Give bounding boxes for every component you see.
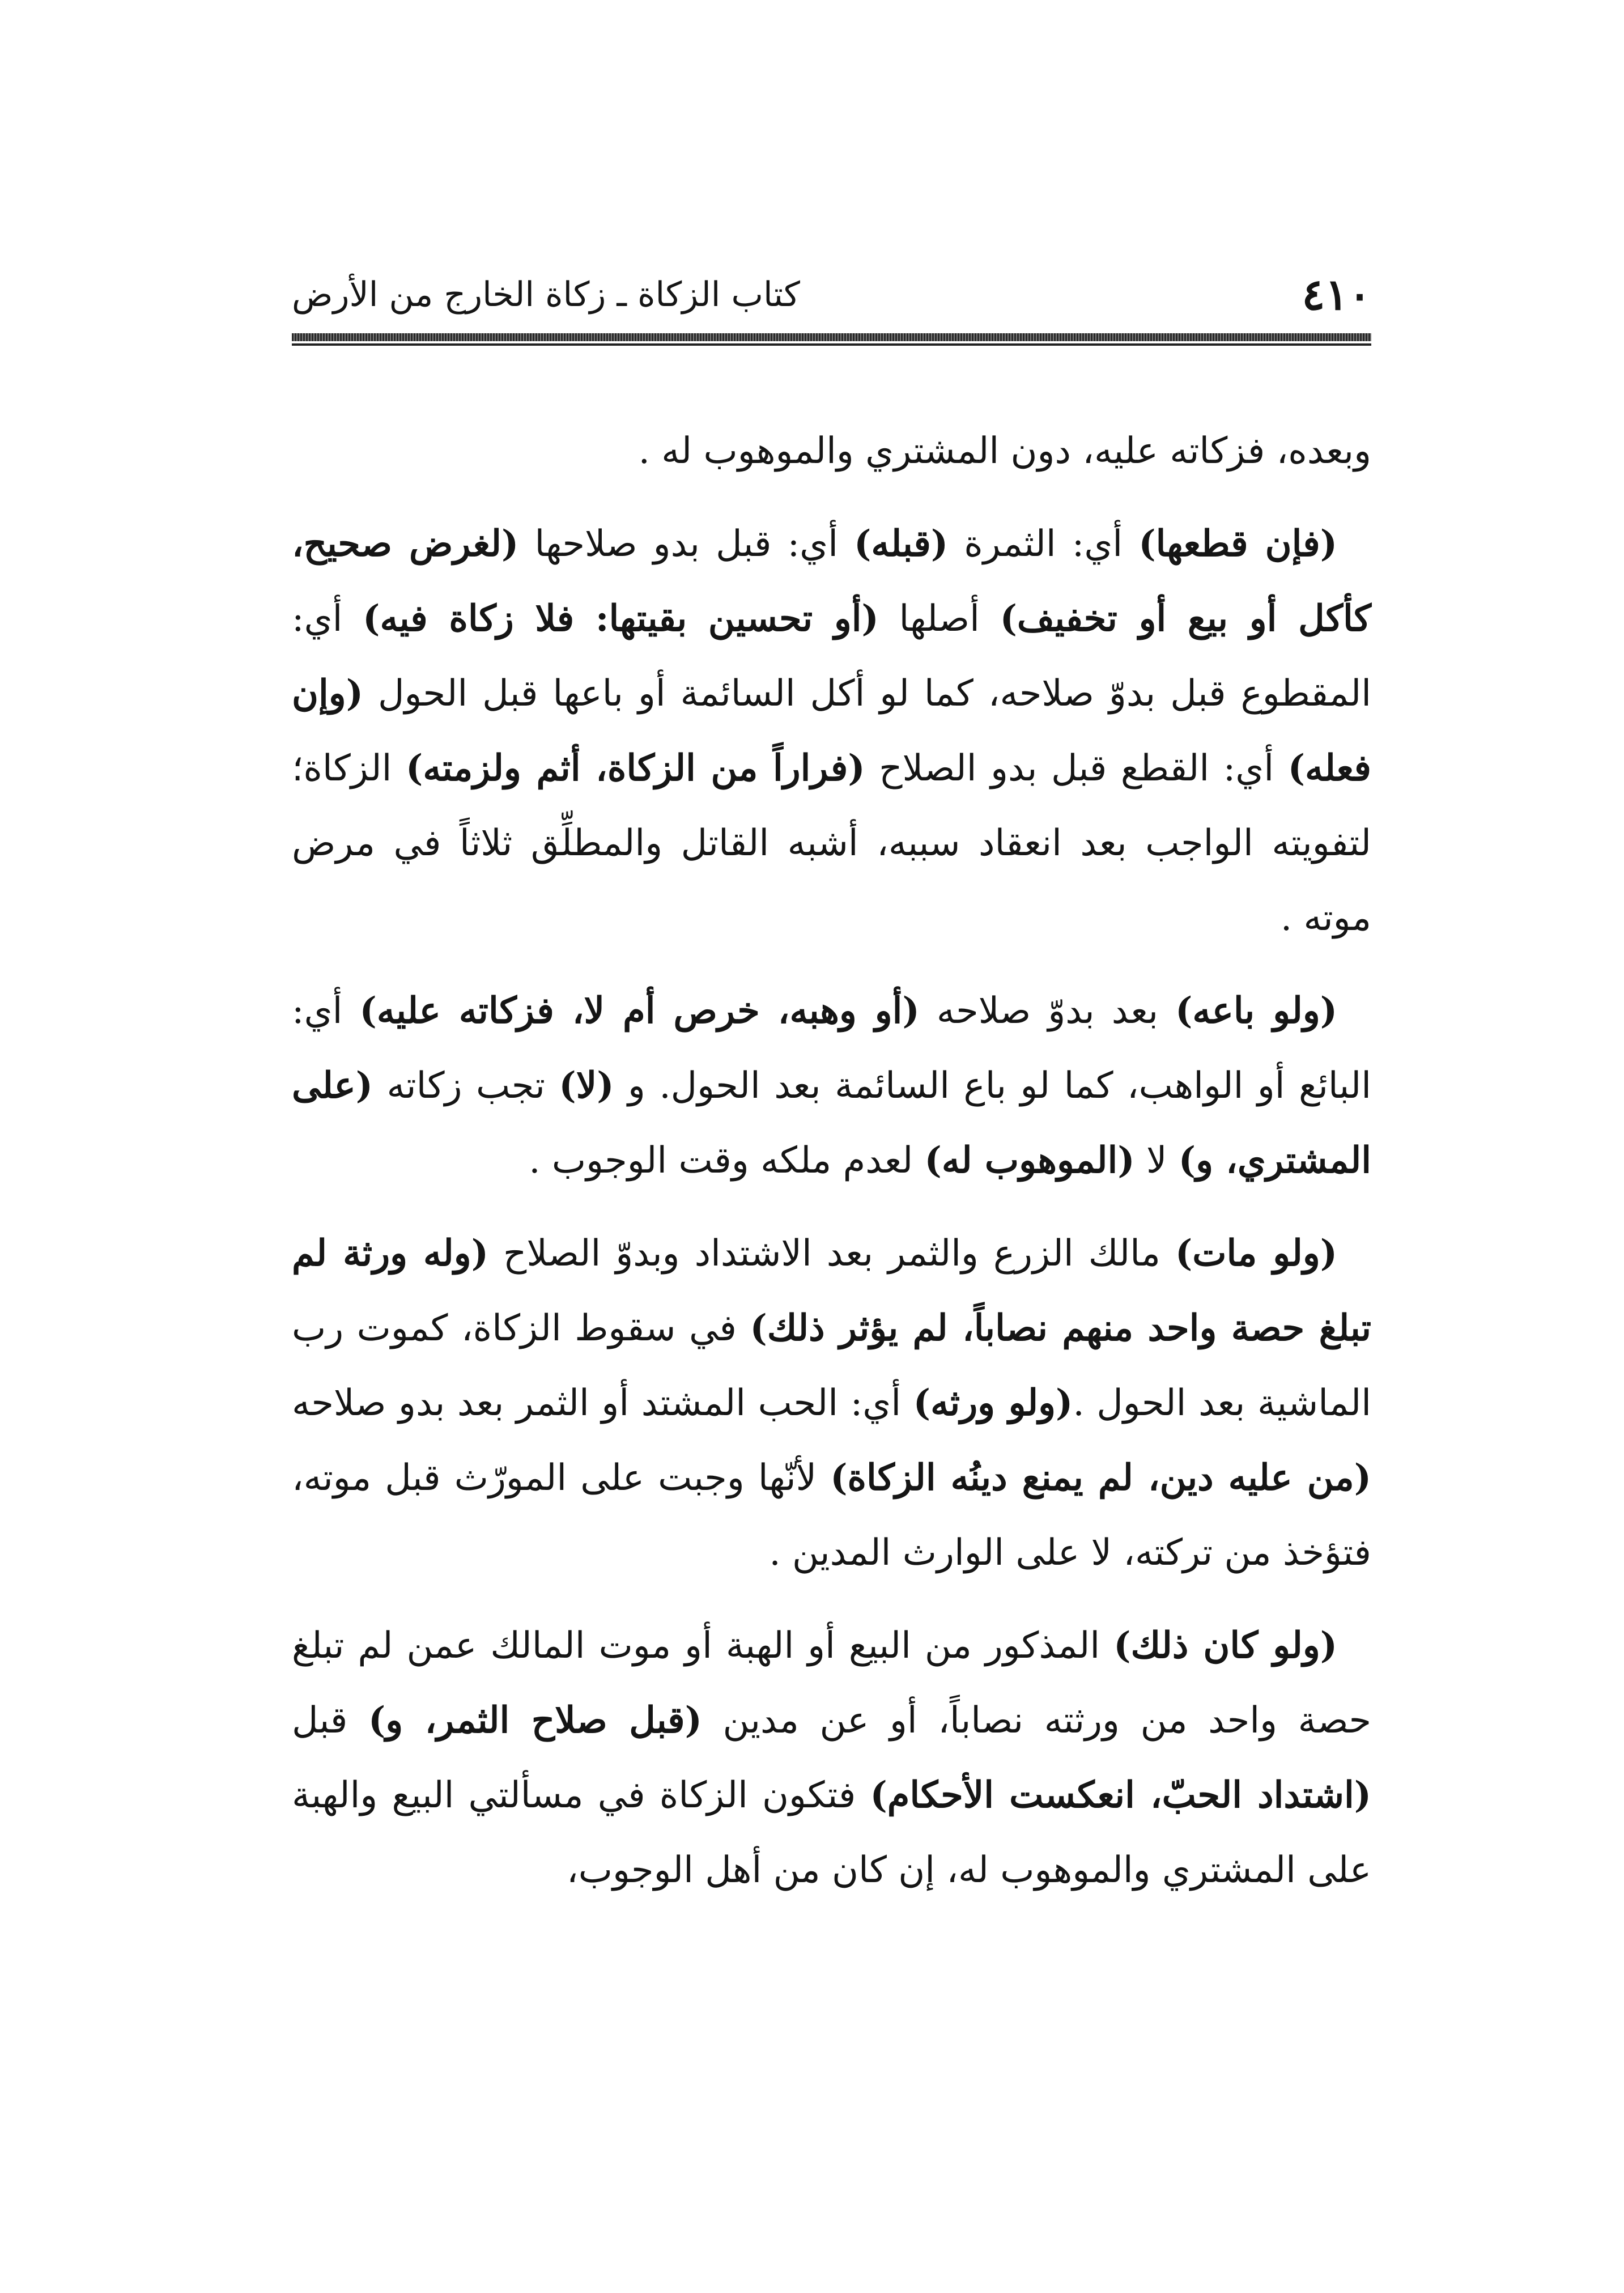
bold-text: (أو وهبه، خرص أم لا، فزكاته عليه) [359, 990, 920, 1032]
page-header [292, 266, 1371, 323]
body-text: أي: المقطوع قبل بدوّ صلاحه، كما لو أكل السائمة أو باعها قبل الحول [292, 598, 1371, 715]
body-text: فتكون الزكاة في مسألتي البيع والهبة على المشتري والموهوب له، إن كان من أهل الوجوب، [292, 1774, 1371, 1891]
bold-text: (ولو ورثه) [913, 1382, 1073, 1424]
bold-text: (ولو باعه) [1175, 990, 1338, 1032]
body-text: الزكاة؛ لتفويته الواجب بعد انعقاد سببه، أشبه القاتل والمطلِّق ثلاثاً في مرض موته . [292, 748, 1371, 939]
bold-text: (وإن فعله) [292, 672, 1372, 789]
body-text: قبل [292, 1700, 368, 1742]
body-text: لأنّها وجبت على المورّث قبل موته، فتؤخذ من تركته، لا على الوارث المدين . [292, 1457, 1371, 1574]
body-text: تجب زكاته [373, 1065, 559, 1107]
bold-text: (لغرض صحيح، كأكل أو بيع أو تخفيف) [292, 523, 1372, 640]
body-text: أي: قبل بدو صلاحها [518, 523, 854, 565]
paragraph [292, 974, 1371, 1198]
bold-text: (قبل صلاح الثمر، و) [368, 1699, 702, 1742]
bold-text: (وله ورثة لم تبلغ حصة واحد منهم نصاباً، لم يؤثر ذلك) [292, 1232, 1371, 1349]
bold-text: (قبله) [854, 523, 949, 565]
bold-text: (اشتداد الحبّ، انعكست الأحكام) [870, 1774, 1371, 1816]
bold-text: (فإن قطعها) [1138, 523, 1338, 565]
paragraph [292, 1608, 1371, 1908]
body-text: أي: الحب المشتد أو الثمر بعد بدو صلاحه [292, 1382, 913, 1424]
body-text: أي: القطع قبل بدو الصلاح [865, 748, 1288, 789]
paragraph [292, 414, 1371, 489]
paragraph [292, 1216, 1371, 1590]
body-text: لا [1134, 1140, 1179, 1182]
body-text: بعد بدوّ صلاحه [919, 990, 1176, 1032]
header-rule-line [292, 343, 1371, 346]
body-text: أصلها [878, 598, 1000, 640]
paragraph [292, 507, 1371, 956]
bold-text: (لا) [559, 1064, 614, 1107]
body-text: أي: البائع أو الواهب، كما لو باع السائمة بعد الحول. و [292, 990, 1372, 1107]
body-text: في سقوط الزكاة، كموت رب الماشية بعد الحول . [292, 1307, 1372, 1424]
bold-text: (من عليه دين، لم يمنع دينُه الزكاة) [830, 1457, 1371, 1499]
bold-text: (فراراً من الزكاة، أثم ولزمته) [406, 747, 865, 789]
text-body [292, 414, 1371, 1926]
bold-text: (الموهوب له) [924, 1139, 1135, 1182]
bold-text: (ولو مات) [1175, 1232, 1338, 1275]
body-text: وبعده، فزكاته عليه، دون المشتري والموهوب له . [638, 430, 1371, 472]
bold-text: (على المشتري، و) [292, 1064, 1371, 1182]
running-title: كتاب الزكاة ـ زكاة الخارج من الأرض [292, 275, 800, 315]
bold-text: (أو تحسين بقيتها: فلا زكاة فيه) [363, 597, 879, 640]
body-text: لعدم ملكه وقت الوجوب . [529, 1140, 925, 1182]
page-number: ٤١٠ [1302, 269, 1371, 320]
body-text: مالك الزرع والثمر بعد الاشتداد وبدوّ الصلاح [488, 1233, 1175, 1275]
bold-text: (ولو كان ذلك) [1113, 1624, 1338, 1667]
header-rule [292, 333, 1371, 341]
body-text: أي: الثمرة [948, 523, 1139, 565]
body-text: المذكور من البيع أو الهبة أو موت المالك عمن لم تبلغ حصة واحد من ورثته نصاباً، أو عن مدين [292, 1625, 1371, 1742]
